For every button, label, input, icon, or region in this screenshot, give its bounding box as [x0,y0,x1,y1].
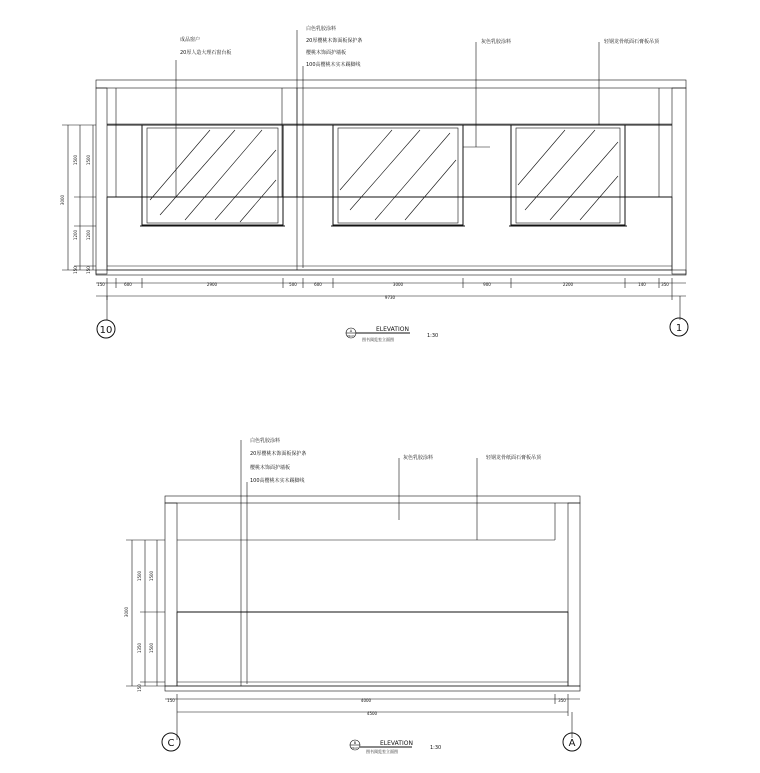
note-sill: 20厚人造大理石窗台板 [180,50,232,56]
scale-b: 1:30 [430,745,442,751]
drawing-title-a [346,326,438,342]
svg-text:350: 350 [661,282,669,287]
bottom-dim-labels-a [97,282,669,300]
total-dim-b: 4500 [366,711,378,716]
svg-text:1500: 1500 [137,570,142,582]
left-dim-labels-b [124,570,154,691]
svg-text:PR-03: PR-03 [351,747,359,750]
annotation-leaders-b [241,440,477,686]
note-skirting-b: 100高樱桃木实木踢脚线 [250,478,305,484]
svg-text:140: 140 [638,282,646,287]
bottom-dimensions-b [165,694,580,740]
svg-text:150: 150 [97,282,105,287]
svg-text:2900: 2900 [206,282,218,287]
note-wainscot: 樱桃木饰面护墙板 [306,50,347,56]
left-dimensions-a [62,125,96,270]
svg-text:150: 150 [167,698,175,703]
window-1 [142,125,283,225]
svg-text:1500: 1500 [73,154,78,166]
elevation-a [60,25,688,342]
svg-text:150: 150 [73,266,78,274]
annotation-leaders [176,30,599,270]
wall-section-hatch [96,80,686,275]
svg-text:C: C [167,738,175,749]
annotation-texts-a [180,25,660,68]
left-dimensions-b [126,540,165,686]
svg-text:1350: 1350 [137,642,142,654]
svg-text:3000: 3000 [60,194,65,206]
svg-text:PR-03: PR-03 [347,335,355,338]
svg-text:1500: 1500 [86,154,91,166]
drawing-title-b [350,740,441,754]
scale-a: 1:30 [427,333,439,339]
note-trim: 20厚樱桃木饰面板保护条 [306,38,363,44]
title-cn-a: 图书阅览室立面图 [362,337,394,342]
wood-wainscot-panel-b [177,612,568,686]
wood-wainscot-panel [107,197,672,270]
svg-text:1500: 1500 [149,642,154,654]
note-paint-white-b: 白色乳胶涂料 [250,438,281,444]
axis-marker-c [162,733,180,751]
window-3 [511,125,625,225]
annotation-texts-b [250,437,542,484]
note-skirting: 100高樱桃木实木踢脚线 [306,62,361,68]
svg-text:500: 500 [289,282,297,287]
note-trim-b: 20厚樱桃木饰面板保护条 [250,451,307,457]
left-dim-labels-a [60,154,91,273]
svg-text:B: B [353,741,357,745]
title-en-b: ELEVATION [380,740,413,747]
svg-text:1200: 1200 [86,229,91,241]
bottom-dim-labels-b [167,698,566,716]
note-ceiling: 轻钢龙骨纸面石膏板吊顶 [604,39,660,45]
svg-text:1200: 1200 [73,229,78,241]
note-paint-grey-b: 灰色乳胶涂料 [403,455,434,461]
svg-text:900: 900 [483,282,491,287]
note-paint-grey: 灰色乳胶涂料 [481,39,512,45]
svg-text:10: 10 [99,325,113,336]
svg-text:3000: 3000 [124,606,129,618]
svg-text:A: A [568,738,576,749]
svg-text:A: A [349,329,353,333]
axis-marker-1 [670,318,688,336]
svg-text:150: 150 [137,684,142,692]
svg-text:1500: 1500 [149,570,154,582]
note-window: 成品窗户 [180,37,201,43]
svg-text:600: 600 [124,282,132,287]
total-dim-a: 9730 [384,295,396,300]
svg-text:4000: 4000 [360,698,372,703]
svg-text:1: 1 [675,323,683,334]
svg-text:600: 600 [314,282,322,287]
note-ceiling-b: 轻钢龙骨纸面石膏板吊顶 [486,455,542,461]
svg-text:350: 350 [558,698,566,703]
axis-marker-10 [97,320,115,338]
svg-text:2200: 2200 [562,282,574,287]
window-2 [333,125,463,225]
note-wainscot-b: 樱桃木饰面护墙板 [250,465,291,471]
title-cn-b: 图书阅览室立面图 [366,749,398,754]
wall-section-hatch-b [165,496,580,691]
title-en-a: ELEVATION [376,326,409,333]
elevation-b [124,437,581,754]
note-paint-white: 白色乳胶涂料 [306,26,337,32]
svg-text:3000: 3000 [392,282,404,287]
svg-text:150: 150 [86,266,91,274]
